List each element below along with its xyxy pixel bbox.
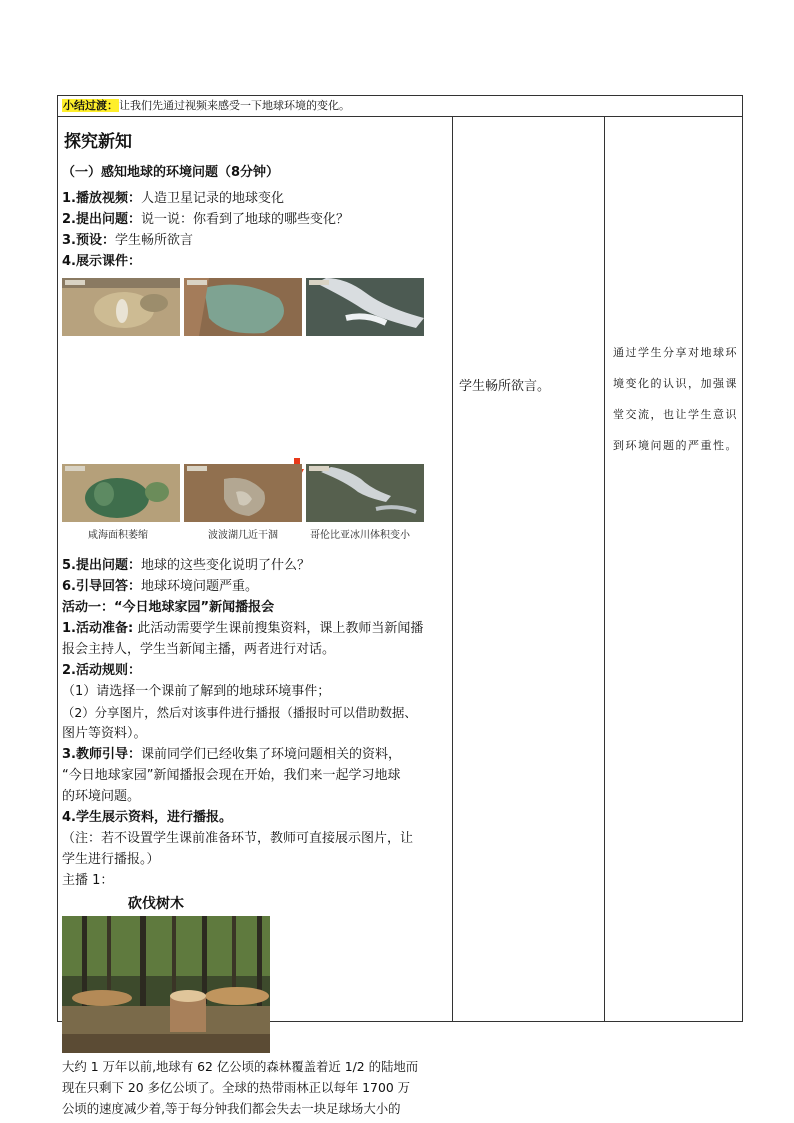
caption-aral-sea: 咸海面积萎缩 — [88, 530, 148, 541]
step-1 — [62, 190, 448, 208]
activity-rule-1: （1）请选择一个课前了解到的地球环境事件； — [62, 684, 331, 699]
satellite-images-before — [62, 278, 426, 338]
activity-prep-label: 1.活动准备: — [62, 621, 134, 636]
lake-poopo-before-image — [184, 278, 302, 336]
transition-text: 让我们先通过视频来感受一下地球环境的变化。 — [119, 99, 350, 112]
activity-title: 活动一：“今日地球家园”新闻播报会 — [62, 600, 275, 615]
activity-rule-2-cont: 图片等资料）。 — [62, 726, 147, 741]
deforestation-paragraph-line2: 现在只剩下 20 多亿公顷了。全球的热带雨林正以每年 1700 万 — [62, 1080, 411, 1095]
transition-row — [58, 96, 742, 117]
student-activity-text: 学生畅所欲言。 — [459, 379, 551, 394]
step-4 — [62, 253, 448, 271]
deforestation-image — [62, 916, 270, 1053]
teacher-guide-label: 3.教师引导： — [62, 747, 141, 762]
note-line-2: 学生进行播报。） — [62, 852, 160, 867]
activity-rule-2: （2）分享图片，然后对该事件进行播报（播报时可以借助数据、 — [62, 705, 417, 720]
step-4-label: 4.展示课件： — [62, 254, 141, 269]
activity-prep-text: 此活动需要学生课前搜集资料，课上教师当新闻播 — [133, 621, 424, 636]
step-3-label: 3.预设： — [62, 233, 115, 248]
lesson-table — [57, 95, 743, 1116]
teacher-guide-text: 课前同学们已经收集了环境问题相关的资料， — [140, 747, 401, 762]
step-6-text: 地球环境问题严重。 — [140, 579, 258, 594]
anchor-label: 主播 1： — [62, 873, 114, 888]
aral-sea-before-image — [62, 278, 180, 336]
activity-rules-label: 2.活动规则： — [62, 663, 141, 678]
activity-prep-line2: 报会主持人，学生当新闻主播，两者进行对话。 — [62, 642, 336, 657]
forest-image-title: 砍伐树木 — [128, 896, 184, 912]
step-2 — [62, 211, 448, 229]
teaching-process-cell — [58, 117, 451, 1116]
aral-sea-after-image — [62, 464, 180, 522]
caption-lake-poopo: 波波湖几近干涸 — [208, 530, 278, 541]
section-title: 探究新知 — [64, 132, 132, 152]
design-intent-cell — [605, 117, 743, 1021]
teacher-guide — [62, 746, 448, 764]
transition-label: 小结过渡： — [63, 99, 118, 112]
caption-glacier: 哥伦比亚冰川体积变小 — [310, 530, 410, 541]
step-6 — [62, 578, 448, 596]
section-subtitle: （一）感知地球的环境问题（8分钟） — [62, 165, 280, 180]
satellite-images-after — [62, 464, 426, 524]
step-6-label: 6.引导回答： — [62, 579, 141, 594]
student-show-label: 4.学生展示资料，进行播报。 — [62, 810, 232, 825]
note-line-1: （注：若不设置学生课前准备环节，教师可直接展示图片，让 — [62, 831, 414, 846]
design-intent-text: 通过学生分享对地球环境变化的认识，加强课堂交流，也让学生意识到环境问题的严重性。 — [613, 346, 738, 452]
teacher-guide-line2: “今日地球家园”新闻播报会现在开始，我们来一起学习地球 — [62, 768, 401, 783]
step-5-label: 5.提出问题： — [62, 558, 141, 573]
step-1-text: 人造卫星记录的地球变化 — [140, 191, 284, 206]
step-1-label: 1.播放视频： — [62, 191, 141, 206]
teacher-guide-line3: 的环境问题。 — [62, 789, 141, 804]
lake-poopo-after-image — [184, 464, 302, 522]
step-5-text: 地球的这些变化说明了什么？ — [140, 558, 310, 573]
deforestation-paragraph-line3: 公顷的速度减少着,等于每分钟我们都会失去一块足球场大小的 — [62, 1101, 401, 1116]
step-3-text: 学生畅所欲言 — [114, 233, 193, 248]
glacier-before-image — [306, 278, 424, 336]
deforestation-paragraph-line1: 大约 1 万年以前,地球有 62 亿公顷的森林覆盖着近 1/2 的陆地而 — [62, 1059, 419, 1074]
step-2-label: 2.提出问题： — [62, 212, 141, 227]
step-5 — [62, 557, 448, 575]
step-3 — [62, 232, 448, 250]
student-activity-cell — [453, 117, 603, 1021]
glacier-after-image — [306, 464, 424, 522]
activity-prep — [62, 620, 448, 638]
step-2-text: 说一说：你看到了地球的哪些变化？ — [140, 212, 349, 227]
